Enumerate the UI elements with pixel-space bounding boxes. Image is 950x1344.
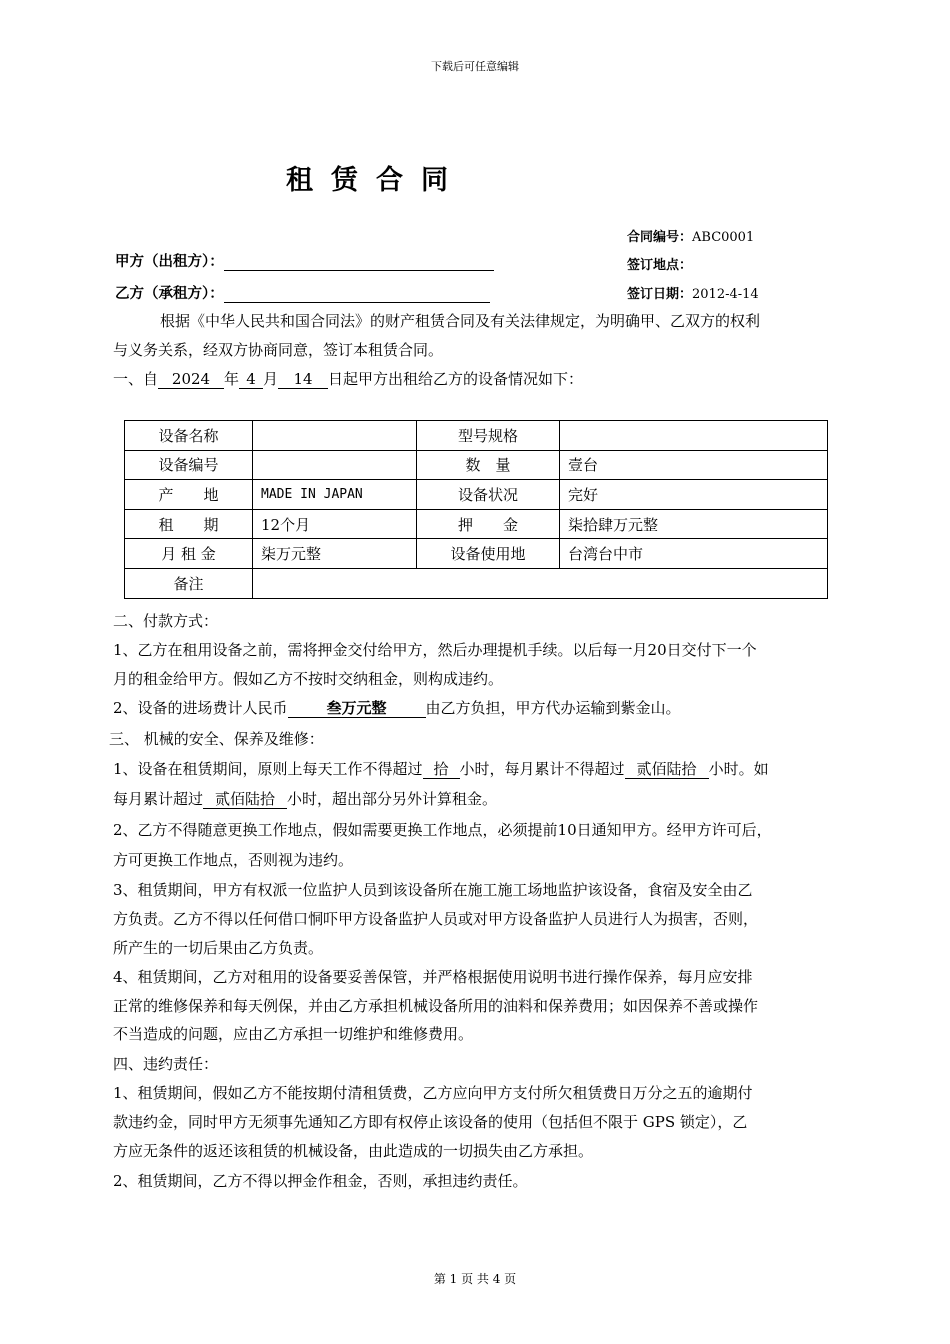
- year-unit: 年: [224, 370, 240, 388]
- table-label: 月 租 金: [125, 539, 253, 569]
- section2-item1-line1: 1、乙方在租用设备之前，需将押金交付给甲方，然后办理提机手续。以后每一月20日交付下一个: [113, 641, 757, 659]
- section3-item1-d: 每月累计超过: [113, 790, 204, 808]
- section1-line: [113, 368, 583, 389]
- section4-item1-line3: 方应无条件的返还该租赁的机械设备，由此造成的一切损失由乙方承担。: [113, 1142, 594, 1160]
- section3-item1-line2: [113, 788, 497, 809]
- section4-item1-line1: 1、租赁期间，假如乙方不能按期付清租赁费，乙方应向甲方支付所欠租赁费日万分之五的逾期付: [113, 1084, 753, 1102]
- month-unit: 月: [263, 370, 279, 388]
- contract-number: [627, 226, 754, 245]
- section1-suffix: 日起甲方出租给乙方的设备情况如下：: [328, 370, 584, 388]
- section3-item1-b: 小时，每月累计不得超过: [459, 760, 625, 778]
- section2-item2: [113, 697, 681, 718]
- section3-item2-line1: 2、乙方不得随意更换工作地点，假如需要更换工作地点，必须提前10日通知甲方。经甲方许可后，: [113, 821, 772, 839]
- section2-item2-prefix: 2、设备的进场费计人民币: [113, 699, 288, 717]
- entry-fee-amount: 叁万元整: [288, 700, 426, 718]
- signing-date: [627, 283, 759, 302]
- table-row: [125, 480, 828, 510]
- section3-item3-line1: 3、租赁期间，甲方有权派一位监护人员到该设备所在施工施工场地监护该设备，食宿及安全由乙: [113, 881, 753, 899]
- section3-item3-line2: 方负责。乙方不得以任何借口恫吓甲方设备监护人员或对甲方设备监护人员进行人为损害，否则，: [113, 910, 759, 928]
- table-value: 完好: [560, 480, 828, 510]
- table-label: 型号规格: [417, 421, 560, 451]
- section3-heading: 三、 机械的安全、保养及维修：: [109, 730, 324, 748]
- section3-item4-line3: 不当造成的问题，应由乙方承担一切维护和维修费用。: [113, 1025, 474, 1043]
- contract-number-label: 合同编号：: [627, 230, 693, 245]
- table-label: 设备名称: [125, 421, 253, 451]
- table-label: 设备使用地: [417, 539, 560, 569]
- daily-hour-limit: 拾: [423, 761, 460, 779]
- party-a-label: 甲方（出租方）：: [115, 253, 224, 270]
- monthly-hour-limit: 贰佰陆拾: [625, 761, 709, 779]
- table-label: 数 量: [417, 450, 560, 480]
- table-row: [125, 568, 828, 598]
- section4-item1-line2: 款违约金，同时甲方无须事先通知乙方即有权停止该设备的使用（包括但不限于 GPS 锁定），乙: [113, 1113, 748, 1131]
- equipment-table: [124, 420, 828, 599]
- table-row: [125, 509, 828, 539]
- section3-item1-e: 小时，超出部分另外计算租金。: [287, 790, 498, 808]
- signing-date-label: 签订日期：: [627, 287, 693, 302]
- table-value: MADE IN JAPAN: [253, 480, 417, 510]
- start-month: 4: [239, 371, 263, 389]
- table-label: 产 地: [125, 480, 253, 510]
- party-a-blank: [224, 254, 494, 271]
- table-label: 租 期: [125, 509, 253, 539]
- table-value: [253, 450, 417, 480]
- table-row: [125, 539, 828, 569]
- page-number: 第 1 页 共 4 页: [433, 1272, 517, 1286]
- section3-item2-line2: 方可更换工作地点，否则视为违约。: [113, 851, 354, 869]
- table-value: 柒拾肆万元整: [560, 509, 828, 539]
- intro-line-2: 与义务关系，经双方协商同意，签订本租赁合同。: [113, 341, 444, 359]
- section3-item1-a: 1、设备在租赁期间，原则上每天工作不得超过: [113, 760, 423, 778]
- section2-heading: 二、付款方式：: [113, 612, 219, 630]
- table-value: [560, 421, 828, 451]
- signing-place-label: 签订地点：: [627, 258, 693, 273]
- section1-prefix: 一、自: [113, 370, 159, 388]
- party-b-blank: [224, 286, 490, 303]
- table-label: 设备编号: [125, 450, 253, 480]
- table-value: 柒万元整: [253, 539, 417, 569]
- section3-item1-line1: [113, 758, 769, 779]
- table-value: 台湾台中市: [560, 539, 828, 569]
- signing-place: [627, 254, 692, 273]
- section3-item4-line2: 正常的维修保养和每天例保，并由乙方承担机械设备所用的油料和保养费用；如因保养不善或操作: [113, 997, 759, 1015]
- table-value: [253, 421, 417, 451]
- table-value: 壹台: [560, 450, 828, 480]
- party-a: [115, 250, 494, 271]
- party-b-label: 乙方（承租方）：: [115, 285, 224, 302]
- section4-heading: 四、违约责任：: [113, 1055, 219, 1073]
- document-title: 租赁合同: [286, 165, 466, 196]
- party-b: [115, 282, 490, 303]
- section2-item1-line2: 月的租金给甲方。假如乙方不按时交纳租金，则构成违约。: [113, 670, 504, 688]
- header-note: 下载后可任意编辑: [431, 60, 519, 73]
- start-year: 2024: [158, 371, 224, 389]
- section3-item4-line1: 4、租赁期间，乙方对租用的设备要妥善保管，并严格根据使用说明书进行操作保养，每月应安排: [113, 968, 753, 986]
- signing-date-value: 2012-4-14: [692, 287, 759, 302]
- table-row: [125, 421, 828, 451]
- section4-item2: 2、租赁期间，乙方不得以押金作租金，否则，承担违约责任。: [113, 1172, 528, 1190]
- contract-number-value: ABC0001: [692, 230, 755, 245]
- remark-label: 备注: [125, 568, 253, 598]
- table-value: 12个月: [253, 509, 417, 539]
- table-row: [125, 450, 828, 480]
- section2-item2-suffix: 由乙方负担，甲方代办运输到紫金山。: [425, 699, 681, 717]
- intro-line-1: 根据《中华人民共和国合同法》的财产租赁合同及有关法律规定，为明确甲、乙双方的权利: [160, 312, 761, 330]
- monthly-hour-limit-2: 贰佰陆拾: [203, 791, 287, 809]
- table-label: 设备状况: [417, 480, 560, 510]
- start-day: 14: [278, 371, 328, 389]
- table-label: 押 金: [417, 509, 560, 539]
- section3-item3-line3: 所产生的一切后果由乙方负责。: [113, 939, 324, 957]
- section3-item1-c: 小时。如: [708, 760, 769, 778]
- remark-value: [253, 568, 828, 598]
